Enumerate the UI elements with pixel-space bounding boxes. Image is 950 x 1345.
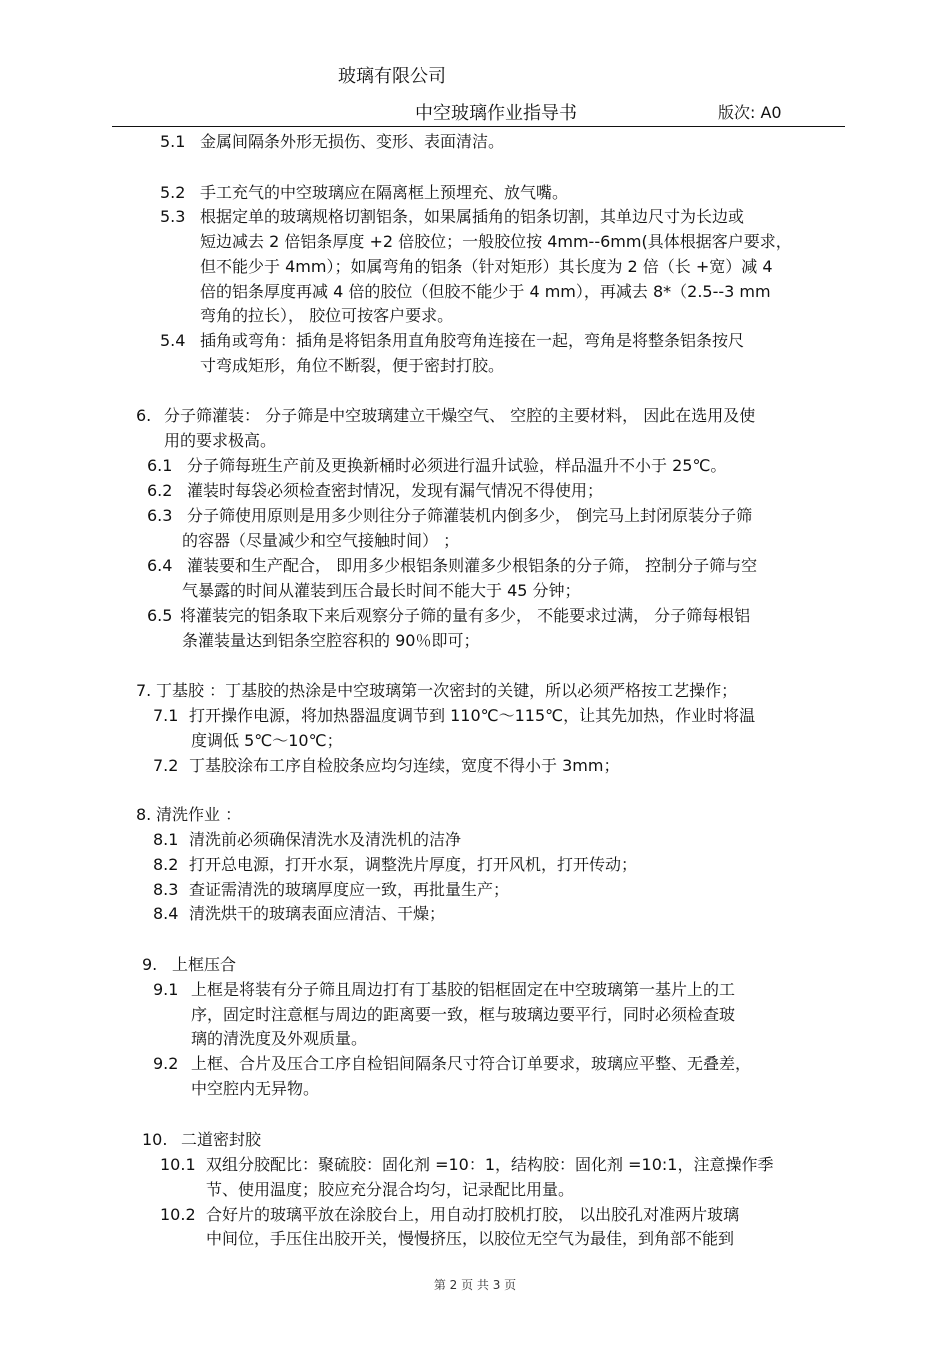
clause-number: 7.1: [153, 706, 179, 725]
clause-text: 丁基胶涂布工序自检胶条应均匀连续，宽度不得小于 3mm；: [189, 756, 620, 775]
clause-number: 10.1: [160, 1155, 196, 1174]
clause-text: 打开操作电源，将加热器温度调节到 110℃～115℃，让其先加热，作业时将温: [189, 706, 756, 725]
clause-text: 分子筛使用原则是用多少则往分子筛灌装机内倒多少， 倒完马上封闭原装分子筛: [187, 506, 753, 525]
clause-text: 短边减去 2 倍铝条厚度 +2 倍胶位；一般胶位按 4mm--6mm(具体根据客户要求，: [200, 232, 792, 251]
clause-number: 6.4: [147, 556, 173, 575]
clause-text: 根据定单的玻璃规格切割铝条，如果属插角的铝条切割，其单边尺寸为长边或: [200, 207, 745, 226]
clause-text: 插角或弯角：插角是将铝条用直角胶弯角连接在一起，弯角是将整条铝条按尺: [200, 331, 745, 350]
clause-number: 8.2: [153, 855, 179, 874]
clause-number: 6.2: [147, 481, 173, 500]
clause-number: 9.: [142, 955, 158, 974]
clause-number: 8.: [136, 805, 152, 824]
clause-text: 灌装时每袋必须检查密封情况，发现有漏气情况不得使用；: [187, 481, 604, 500]
clause-text: 查证需清洗的玻璃厚度应一致，再批量生产；: [189, 880, 510, 899]
clause-number: 7.2: [153, 756, 179, 775]
clause-text: 分子筛灌装： 分子筛是中空玻璃建立干燥空气、 空腔的主要材料， 因此在选用及使: [164, 406, 756, 425]
clause-text: 灌装要和生产配合， 即用多少根铝条则灌多少根铝条的分子筛， 控制分子筛与空: [187, 556, 758, 575]
company-name: 玻璃有限公司: [338, 66, 446, 87]
clause-number: 8.3: [153, 880, 179, 899]
clause-number: 8.1: [153, 830, 179, 849]
clause-text: 中间位，手压住出胶开关，慢慢挤压，以胶位无空气为最佳，到角部不能到: [206, 1229, 735, 1248]
clause-text: 将灌装完的铝条取下来后观察分子筛的量有多少， 不能要求过满， 分子筛每根铝: [180, 606, 751, 625]
clause-number: 5.2: [160, 183, 186, 202]
clause-text: 序，固定时注意框与周边的距离要一致，框与玻璃边要平行，同时必须检查玻: [191, 1005, 736, 1024]
clause-text: 的容器（尽量减少和空气接触时间） ；: [182, 531, 460, 550]
clause-text: 合好片的玻璃平放在涂胶台上，用自动打胶机打胶， 以出胶孔对准两片玻璃: [206, 1205, 740, 1224]
clause-text: 丁基胶 ：丁基胶的热涂是中空玻璃第一次密封的关键，所以必须严格按工艺操作；: [156, 681, 738, 700]
clause-number: 8.4: [153, 904, 179, 923]
clause-text: 二道密封胶: [181, 1130, 262, 1149]
clause-number: 6.5: [147, 606, 173, 625]
clause-text: 用的要求极高。: [164, 431, 277, 450]
document-title: 中空玻璃作业指导书: [415, 103, 577, 124]
clause-number: 7.: [136, 681, 152, 700]
clause-text: 双组分胶配比：聚硫胶：固化剂 =10：1，结构胶：固化剂 =10:1，注意操作季: [206, 1155, 774, 1174]
clause-number: 9.1: [153, 980, 179, 999]
clause-text: 金属间隔条外形无损伤、变形、表面清洁。: [200, 132, 505, 151]
clause-text: 璃的清洗度及外观质量。: [191, 1029, 368, 1048]
clause-number: 5.3: [160, 207, 186, 226]
clause-text: 上框压合: [172, 955, 237, 974]
clause-text: 分子筛每班生产前及更换新桶时必须进行温升试验，样品温升不小于 25℃。: [187, 456, 727, 475]
clause-text: 气暴露的时间从灌装到压合最长时间不能大于 45 分钟；: [182, 581, 581, 600]
clause-text: 度调低 5℃～10℃；: [191, 731, 343, 750]
clause-number: 6.: [136, 406, 152, 425]
clause-text: 倍的铝条厚度再减 4 倍的胶位（但胶不能少于 4 mm），再减去 8*（2.5--3 mm: [200, 282, 771, 301]
clause-number: 6.3: [147, 506, 173, 525]
clause-text: 上框是将装有分子筛且周边打有丁基胶的铝框固定在中空玻璃第一基片上的工: [191, 980, 736, 999]
clause-text: 手工充气的中空玻璃应在隔离框上预埋充、放气嘴。: [200, 183, 569, 202]
clause-text: 节、使用温度；胶应充分混合均匀，记录配比用量。: [206, 1180, 575, 1199]
clause-text: 上框、合片及压合工序自检铝间隔条尺寸符合订单要求，玻璃应平整、无叠差，: [191, 1054, 752, 1073]
clause-text: 弯角的拉长）， 胶位可按客户要求。: [200, 306, 454, 325]
clause-number: 6.1: [147, 456, 173, 475]
version-label: 版次: A0: [718, 103, 782, 122]
page-footer: 第 2 页 共 3 页: [433, 1278, 517, 1292]
clause-number: 5.1: [160, 132, 186, 151]
clause-text: 寸弯成矩形，角位不断裂，便于密封打胶。: [200, 356, 505, 375]
clause-number: 10.2: [160, 1205, 196, 1224]
clause-text: 中空腔内无异物。: [191, 1079, 320, 1098]
clause-number: 5.4: [160, 331, 186, 350]
clause-number: 9.2: [153, 1054, 179, 1073]
clause-text: 清洗作业 ：: [156, 805, 242, 824]
clause-text: 清洗前必须确保清洗水及清洗机的洁净: [189, 830, 462, 849]
clause-text: 条灌装量达到铝条空腔容积的 90％即可；: [182, 631, 480, 650]
clause-text: 清洗烘干的玻璃表面应清洁、干燥；: [189, 904, 446, 923]
header-rule: [112, 126, 845, 127]
clause-number: 10.: [142, 1130, 168, 1149]
clause-text: 但不能少于 4mm）；如属弯角的铝条（针对矩形）其长度为 2 倍（长 +宽）减 4: [200, 257, 773, 276]
clause-text: 打开总电源，打开水泵，调整洗片厚度，打开风机，打开传动；: [189, 855, 638, 874]
